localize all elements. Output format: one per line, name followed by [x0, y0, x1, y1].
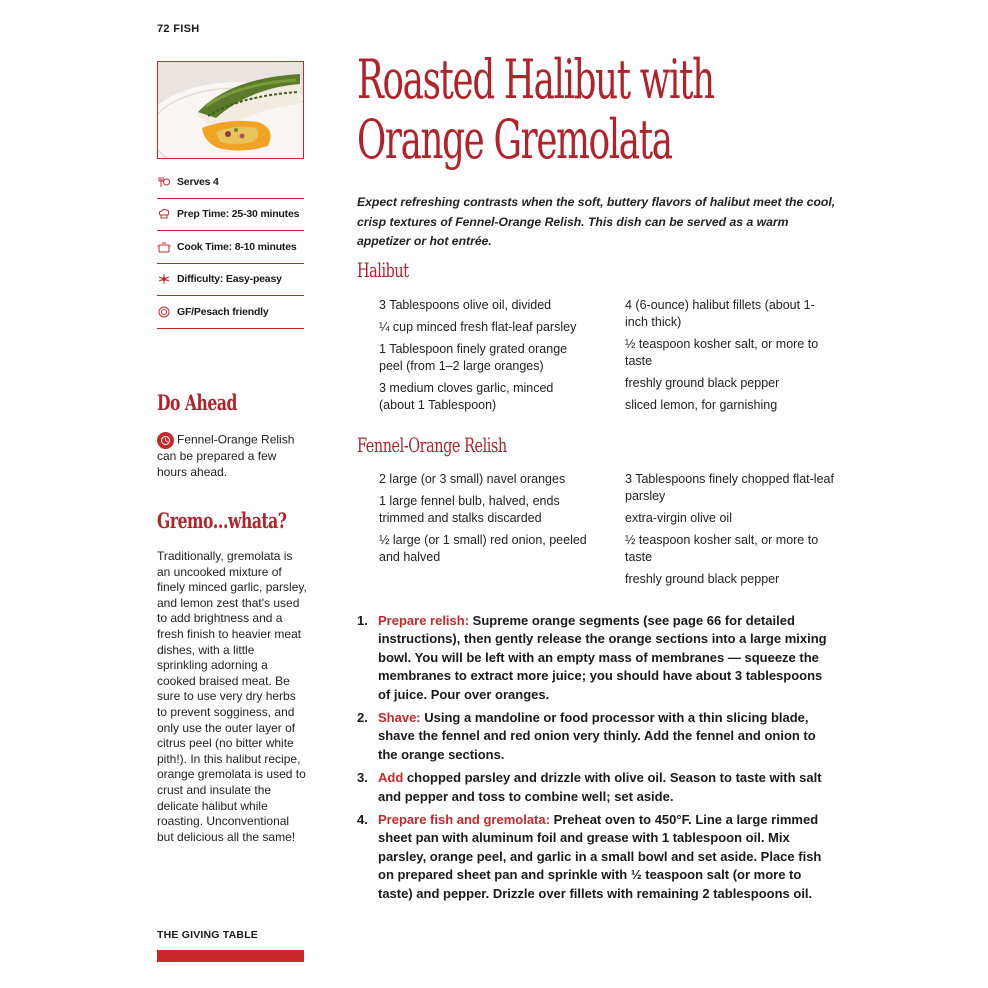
page-number: 72 — [157, 23, 170, 35]
difficulty-icon — [157, 273, 171, 285]
do-ahead-note — [157, 432, 297, 480]
meta-serves — [157, 166, 304, 199]
recipe-meta-list — [157, 166, 304, 329]
step-body — [378, 612, 827, 704]
recipe-steps — [357, 612, 827, 908]
step-item — [357, 769, 827, 806]
halibut-ingredients-left — [379, 297, 589, 419]
meta-label: Serves 4 — [177, 175, 219, 188]
step-label: Shave: — [378, 710, 421, 726]
gremo-heading: Gremo…whata? — [157, 508, 287, 533]
step-label: Add — [378, 770, 404, 786]
do-ahead-heading: Do Ahead — [157, 390, 237, 415]
ingredient-item: ¼ cup minced fresh flat-leaf parsley — [379, 320, 577, 334]
ingredient-item: 3 medium cloves garlic, minced (about 1 Tablespoon) — [379, 381, 554, 412]
ingredient-item: 1 large fennel bulb, halved, ends trimmed and stalks discarded — [379, 494, 560, 525]
recipe-intro: Expect refreshing contrasts when the soft, buttery flavors of halibut meet the cool, crisp textures of Fennel-Orange Relish. This dish can be served as a warm appetizer or hot entrée. — [357, 195, 836, 248]
dish-photo — [157, 61, 304, 159]
footer-accent-bar — [157, 950, 304, 962]
step-body — [378, 769, 827, 806]
ingredient-item: 3 Tablespoons olive oil, divided — [379, 298, 552, 312]
halibut-heading: Halibut — [357, 258, 409, 282]
halibut-plate-image — [158, 62, 304, 159]
step-number: 3. — [357, 770, 368, 786]
step-text: Preheat oven to 450°F. Line a large rimmed sheet pan with aluminum foil and grease with 1 tablespoon oil. Mix parsley, orange peel, and garlic in a small bowl and set aside. Place fish on prepared sheet pan and sprinkle with ½ teaspoon salt (or more to taste) and pepper. Drizzle over fillets with remaining 2 tablespoons oil. — [378, 812, 822, 901]
step-text: Using a mandoline or food processor with a thin slicing blade, shave the fennel and red onion very thinly. Add the fennel and onion to the orange sections. — [378, 710, 816, 762]
meta-label: Difficulty: Easy-peasy — [177, 273, 282, 286]
recipe-title-line2: Orange Gremolata — [357, 108, 672, 171]
page-header — [157, 23, 199, 35]
pot-icon — [157, 241, 171, 253]
clock-icon — [157, 432, 174, 449]
step-number: 1. — [357, 613, 368, 628]
ingredient-item: extra-virgin olive oil — [625, 511, 732, 525]
ingredient-item: ½ large (or 1 small) red onion, peeled and halved — [379, 533, 587, 564]
utensils-icon — [157, 176, 171, 188]
ingredient-item: 3 Tablespoons finely chopped flat-leaf parsley — [625, 472, 834, 503]
step-item — [357, 811, 827, 903]
step-number: 2. — [357, 710, 368, 726]
ingredient-item: 2 large (or 3 small) navel oranges — [379, 472, 566, 486]
meta-prep-time — [157, 199, 304, 232]
meta-gf — [157, 296, 304, 329]
ingredient-item: freshly ground black pepper — [625, 572, 780, 586]
relish-ingredients-right — [625, 471, 835, 593]
meta-difficulty — [157, 264, 304, 297]
gf-badge-icon — [157, 306, 171, 318]
meta-label: Cook Time: 8-10 minutes — [177, 240, 297, 253]
halibut-ingredients-right — [625, 297, 835, 419]
relish-ingredients-left — [379, 471, 589, 571]
do-ahead-text: Fennel-Orange Relish can be prepared a few hours ahead. — [157, 432, 295, 479]
step-item — [357, 612, 827, 704]
book-title: THE GIVING TABLE — [157, 929, 259, 941]
recipe-title-line1: Roasted Halibut with — [357, 48, 714, 111]
step-body — [378, 709, 827, 764]
ingredient-item: ½ teaspoon kosher salt, or more to taste — [625, 533, 819, 564]
ingredient-item: 1 Tablespoon finely grated orange peel (from 1–2 large oranges) — [379, 342, 568, 373]
meta-label: GF/Pesach friendly — [177, 305, 269, 318]
ingredient-item: sliced lemon, for garnishing — [625, 398, 778, 412]
step-text: Supreme orange segments (see page 66 for detailed instructions), then gently release the orange sections into a large mixing bowl. You will be left with an empty mass of membranes — squeeze the membranes to extract more juice; you should have about 3 tablespoons of juice. Pour over oranges. — [378, 613, 827, 702]
step-label: Prepare fish and gremolata: — [378, 812, 550, 828]
step-number: 4. — [357, 812, 368, 828]
step-item — [357, 709, 827, 764]
meta-label: Prep Time: 25-30 minutes — [177, 208, 300, 221]
ingredient-item: freshly ground black pepper — [625, 376, 780, 390]
meta-cook-time — [157, 231, 304, 264]
step-label: Prepare relish: — [378, 613, 470, 628]
recipe-title — [357, 50, 714, 170]
step-body — [378, 811, 827, 903]
ingredient-item: 4 (6-ounce) halibut fillets (about 1-inch thick) — [625, 298, 815, 329]
gremo-text: Traditionally, gremolata is an uncooked mixture of finely minced garlic, parsley, and lemon zest that's used to add brightness and a fresh finish to heavier meat dishes, with a little sprinkling adorning a cooked braised meat. Be sure to use very dry herbs to prevent sogginess, and only use the outer layer of citrus peel (no bitter white pith!). In this halibut recipe, orange gremolata is used to crust and insulate the delicate halibut while roasting. Unconventional but delicious all the same! — [157, 549, 307, 844]
step-text: chopped parsley and drizzle with olive oil. Season to taste with salt and pepper and toss to combine well; set aside. — [378, 770, 822, 804]
relish-heading: Fennel-Orange Relish — [357, 433, 507, 457]
section-name: FISH — [173, 23, 200, 35]
chef-hat-icon — [157, 208, 171, 220]
ingredient-item: ½ teaspoon kosher salt, or more to taste — [625, 337, 819, 368]
